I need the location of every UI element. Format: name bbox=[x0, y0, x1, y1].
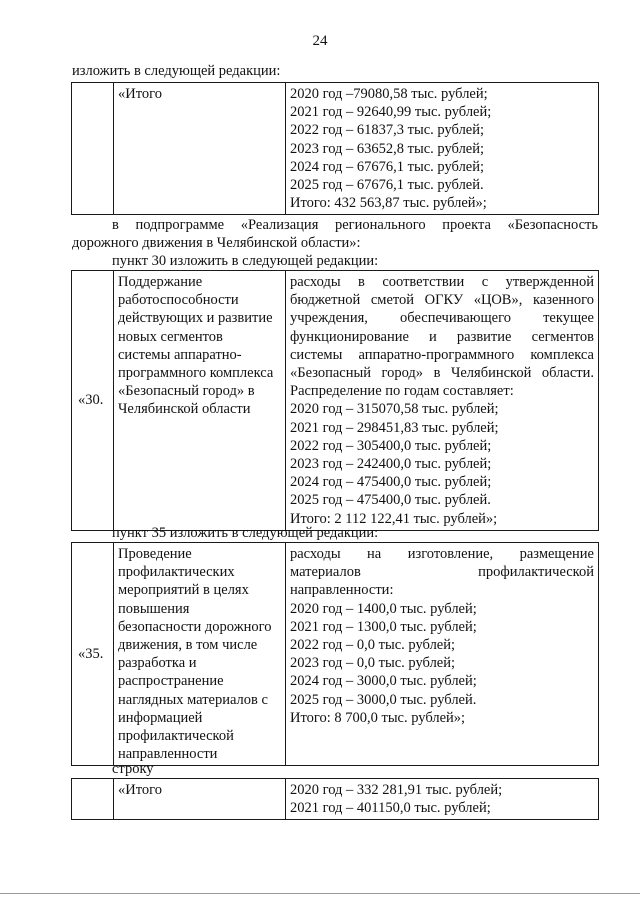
text-line: 2025 год – 475400,0 тыс. рублей. bbox=[290, 492, 491, 509]
table-cell-amounts bbox=[286, 779, 599, 820]
amounts-list bbox=[290, 581, 594, 727]
text-line: распространение bbox=[118, 673, 224, 690]
text-line: Итого: 432 563,87 тыс. рублей»; bbox=[290, 195, 487, 212]
text-line: программного комплекса bbox=[118, 365, 274, 382]
text-line: системы аппаратно- bbox=[118, 346, 242, 363]
text-line: профилактической bbox=[118, 728, 234, 745]
text-line: Итого: 2 112 122,41 тыс. рублей»; bbox=[290, 510, 498, 527]
text-line: 2023 год – 242400,0 тыс. рублей; bbox=[290, 456, 492, 473]
text-line: расходы в соответствии с утвержденной bbox=[290, 274, 594, 290]
table-row bbox=[72, 543, 599, 766]
text-line: 2025 год – 67676,1 тыс. рублей. bbox=[290, 177, 484, 194]
text-line: 2022 год – 61837,3 тыс. рублей; bbox=[290, 122, 485, 139]
text-line: направленности: bbox=[290, 582, 394, 599]
text-line: 2020 год – 332 281,91 тыс. рублей; bbox=[290, 782, 503, 798]
text-line: Проведение bbox=[118, 546, 192, 562]
text-line: 2024 год – 67676,1 тыс. рублей; bbox=[290, 158, 485, 175]
amounts-list bbox=[290, 781, 594, 817]
text-line: наглядных материалов с bbox=[118, 691, 268, 708]
page-number: 24 bbox=[312, 33, 328, 49]
table-cell-num bbox=[72, 83, 114, 215]
text-line: 2021 год – 298451,83 тыс. рублей; bbox=[290, 419, 499, 436]
text-line: профилактических bbox=[118, 564, 235, 581]
item-name bbox=[118, 273, 281, 419]
text-line: учреждения, обеспечивающего текущее bbox=[290, 310, 594, 327]
text-line: работоспособности bbox=[118, 292, 239, 309]
table-point-35 bbox=[71, 542, 599, 766]
paragraph-subprogram-line-2: дорожного движения в Челябинской области»: bbox=[72, 235, 361, 251]
text-line: мероприятий в целях bbox=[118, 582, 249, 599]
text-line: 2022 год – 305400,0 тыс. рублей; bbox=[290, 437, 492, 454]
text-line: новых сегментов bbox=[118, 328, 223, 345]
amounts-list bbox=[290, 382, 594, 528]
intro-point-35: пункт 35 изложить в следующей редакции: bbox=[112, 525, 379, 541]
intro-text-1: изложить в следующей редакции: bbox=[72, 63, 281, 79]
text-line: 2023 год – 63652,8 тыс. рублей; bbox=[290, 140, 485, 157]
table-cell-description bbox=[286, 543, 599, 766]
text-line: движения, в том числе bbox=[118, 637, 258, 654]
text-line: направленности bbox=[118, 746, 218, 763]
table-cell-amounts bbox=[286, 83, 599, 215]
table-cell-name: «Итого bbox=[114, 83, 286, 215]
text-line: «Безопасный город» в Челябинской области. bbox=[290, 365, 594, 382]
text-line: действующих и развитие bbox=[118, 310, 273, 327]
text-line: 2021 год – 1300,0 тыс. рублей; bbox=[290, 618, 477, 635]
paragraph-subprogram-line-1: в подпрограмме «Реализация регионального проекта «Безопасность bbox=[112, 217, 598, 233]
text-line: расходы на изготовление, размещение bbox=[290, 546, 594, 562]
text-line: информацией bbox=[118, 709, 203, 726]
table-row bbox=[72, 779, 599, 820]
table-cell-num bbox=[72, 779, 114, 820]
text-line: разработка и bbox=[118, 655, 197, 672]
text-line: повышения bbox=[118, 600, 190, 617]
table-row bbox=[72, 83, 599, 215]
item-description bbox=[290, 273, 594, 382]
text-line: 2021 год – 401150,0 тыс. рублей; bbox=[290, 800, 491, 817]
table-cell-name bbox=[114, 271, 286, 531]
text-line: 2024 год – 475400,0 тыс. рублей; bbox=[290, 474, 492, 491]
item-name bbox=[118, 545, 281, 763]
text-line: Распределение по годам составляет: bbox=[290, 383, 514, 400]
table-total-1 bbox=[71, 82, 599, 215]
text-line: 2025 год – 3000,0 тыс. рублей. bbox=[290, 691, 477, 708]
text-line: Поддержание bbox=[118, 274, 203, 290]
text-line: системы аппаратно-программного комплекса bbox=[290, 346, 594, 363]
text-line: 2024 год – 3000,0 тыс. рублей; bbox=[290, 673, 477, 690]
table-cell-num: «30. bbox=[72, 271, 114, 531]
table-cell-name bbox=[114, 543, 286, 766]
text-line: 2022 год – 0,0 тыс. рублей; bbox=[290, 637, 456, 654]
text-line: 2020 год – 1400,0 тыс. рублей; bbox=[290, 600, 477, 617]
text-line: материалов профилактической bbox=[290, 564, 594, 581]
table-cell-name: «Итого bbox=[114, 779, 286, 820]
table-total-2 bbox=[71, 778, 599, 820]
text-line: 2020 год – 315070,58 тыс. рублей; bbox=[290, 401, 499, 418]
intro-point-30: пункт 30 изложить в следующей редакции: bbox=[112, 253, 379, 269]
text-line: 2020 год –79080,58 тыс. рублей; bbox=[290, 86, 488, 102]
intro-row: строку bbox=[112, 761, 154, 777]
table-point-30 bbox=[71, 270, 599, 531]
text-line: «Безопасный город» в bbox=[118, 383, 255, 400]
text-line: Итого: 8 700,0 тыс. рублей»; bbox=[290, 709, 466, 726]
item-description bbox=[290, 545, 594, 581]
table-cell-description bbox=[286, 271, 599, 531]
text-line: функционирование и развитие сегментов bbox=[290, 328, 594, 345]
amounts-list bbox=[290, 85, 594, 212]
text-line: 2023 год – 0,0 тыс. рублей; bbox=[290, 655, 456, 672]
table-row bbox=[72, 271, 599, 531]
text-line: безопасности дорожного bbox=[118, 618, 272, 635]
text-line: бюджетной сметой ОГКУ «ЦОВ», казенного bbox=[290, 292, 594, 309]
table-cell-num: «35. bbox=[72, 543, 114, 766]
footer-divider bbox=[0, 893, 640, 894]
text-line: Челябинской области bbox=[118, 401, 251, 418]
text-line: 2021 год – 92640,99 тыс. рублей; bbox=[290, 104, 492, 121]
